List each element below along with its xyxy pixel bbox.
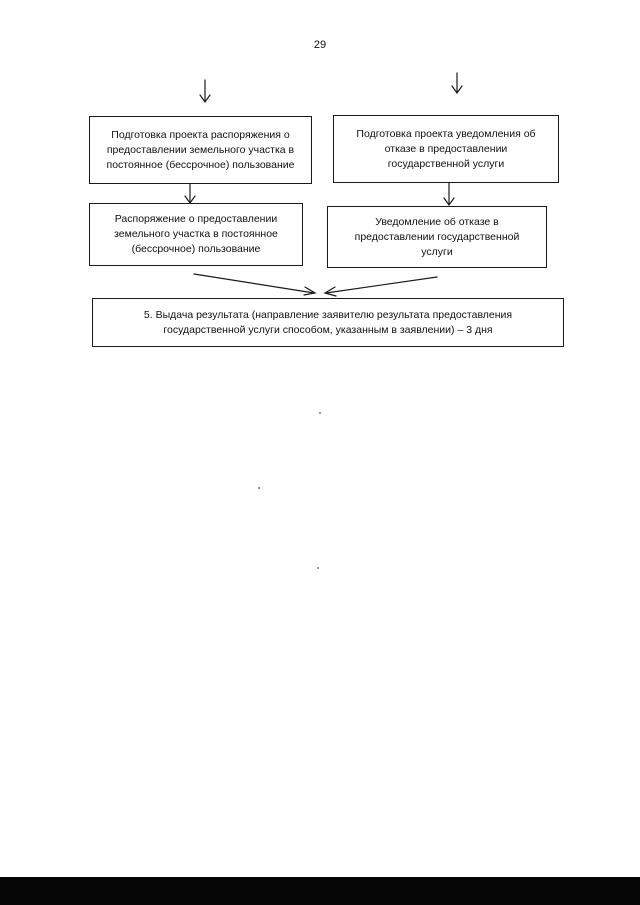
box-line: Подготовка проекта уведомления об [356,127,536,140]
box-line: предоставлении земельного участка в [106,143,295,156]
scan-speck [258,487,260,489]
box-line: предоставлении государственной [354,230,520,243]
step-issue-result-box [92,298,564,347]
step-prepare-order-box [89,116,312,184]
scan-speck [317,567,319,569]
box-line: (бессрочное) пользование [131,243,261,255]
box-line: государственной услуги [387,157,505,170]
arrow-converge-right [325,277,437,296]
arrow-converge-left [194,274,315,295]
scan-speck [319,412,321,414]
box-line: отказе в предоставлении [384,142,508,155]
box-line: Распоряжение о предоставлении [114,213,278,225]
box-line: услуги [421,245,453,258]
page-number: 29 [313,39,327,51]
box-line: Подготовка проекта распоряжения о [111,128,290,141]
arrow-down-left-top [200,80,210,102]
arrow-down-right-top [452,73,462,93]
step-prepare-refusal-box [333,115,559,183]
step-order-box [89,203,303,266]
box-line: земельного участка в постоянное [114,228,278,240]
box-line: постоянное (бессрочное) пользование [106,158,295,171]
box-line: государственной услуги способом, указанным в заявлении) – 3 дня [163,323,493,336]
arrow-down-left-middle [185,184,195,203]
box-line: Уведомление об отказе в [375,215,499,228]
step-refusal-notice-box [327,206,547,268]
box-line: 5. Выдача результата (направление заявителю результата предоставления [143,308,513,321]
scan-bottom-edge [0,877,640,905]
arrow-down-right-middle [444,183,454,205]
